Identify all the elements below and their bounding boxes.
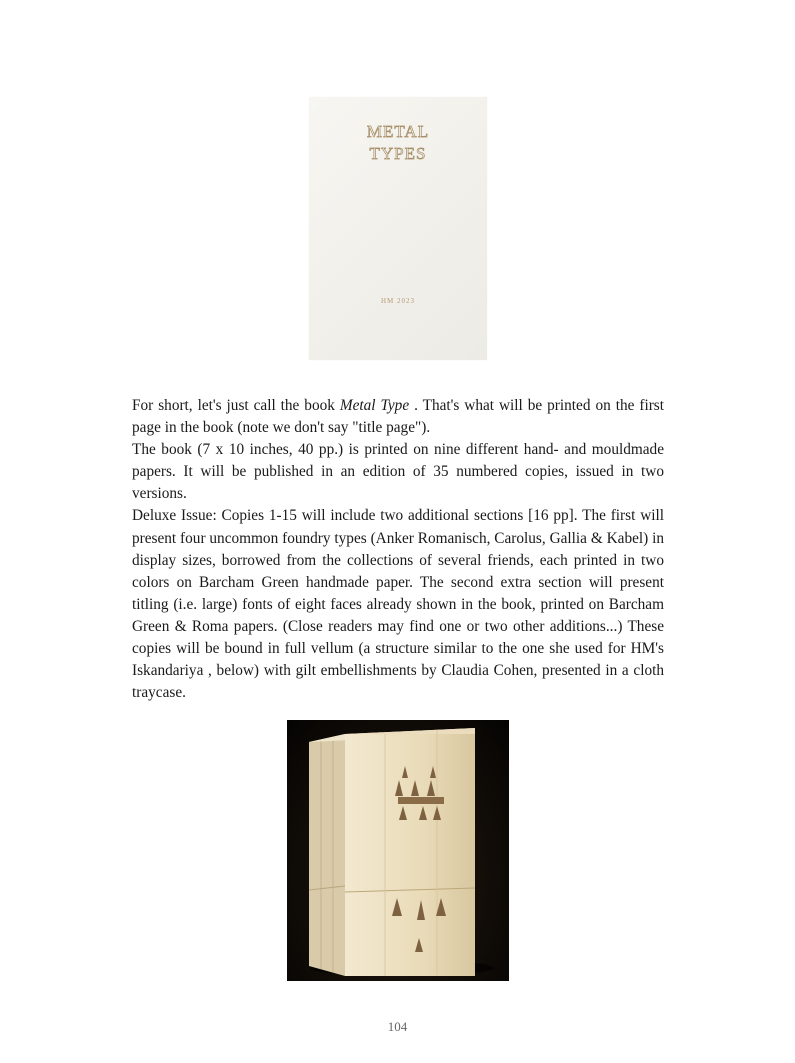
book-cover-image	[309, 97, 487, 360]
bound-book-photo	[287, 720, 509, 981]
paragraph-1-lead: For short, let's just call the book	[132, 397, 340, 414]
paragraph-2: The book (7 x 10 inches, 40 pp.) is printed on nine different hand- and mouldmade papers. It will be published in an edition of 35 numbered copies, issued in two versions.	[132, 441, 664, 503]
body-text	[132, 395, 664, 704]
paragraph-1-tail: . That's what will be printed on the first page in the book (note we don't say "title page").	[132, 397, 664, 437]
vellum-book-illustration	[287, 720, 509, 981]
book-title-emphasis: Metal Type	[339, 397, 410, 414]
cover-title	[309, 121, 487, 165]
paragraph-3: Deluxe Issue: Copies 1-15 will include two additional sections [16 pp]. The first will present four uncommon foundry types (Anker Romanisch, Carolus, Gallia & Kabel) in display sizes, borrowed from the collections of several friends, each printed in two colors on Barcham Green handmade paper. The second extra section will present titling (i.e. large) fonts of eight faces already shown in the book, printed on Barcham Green & Roma papers. (Close readers may find one or two other additions...) These copies will be bound in full vellum (a structure similar to the one she used for HM's Iskandariya , below) with gilt embellishments by Claudia Cohen, presented in a cloth traycase.	[132, 507, 664, 702]
page-number: 104	[387, 1019, 408, 1034]
cover-title-line-2: TYPES	[369, 144, 427, 163]
cover-footer: HM 2023	[380, 297, 416, 305]
cover-title-line-1: METAL	[366, 122, 430, 141]
paragraph-1	[132, 395, 664, 439]
